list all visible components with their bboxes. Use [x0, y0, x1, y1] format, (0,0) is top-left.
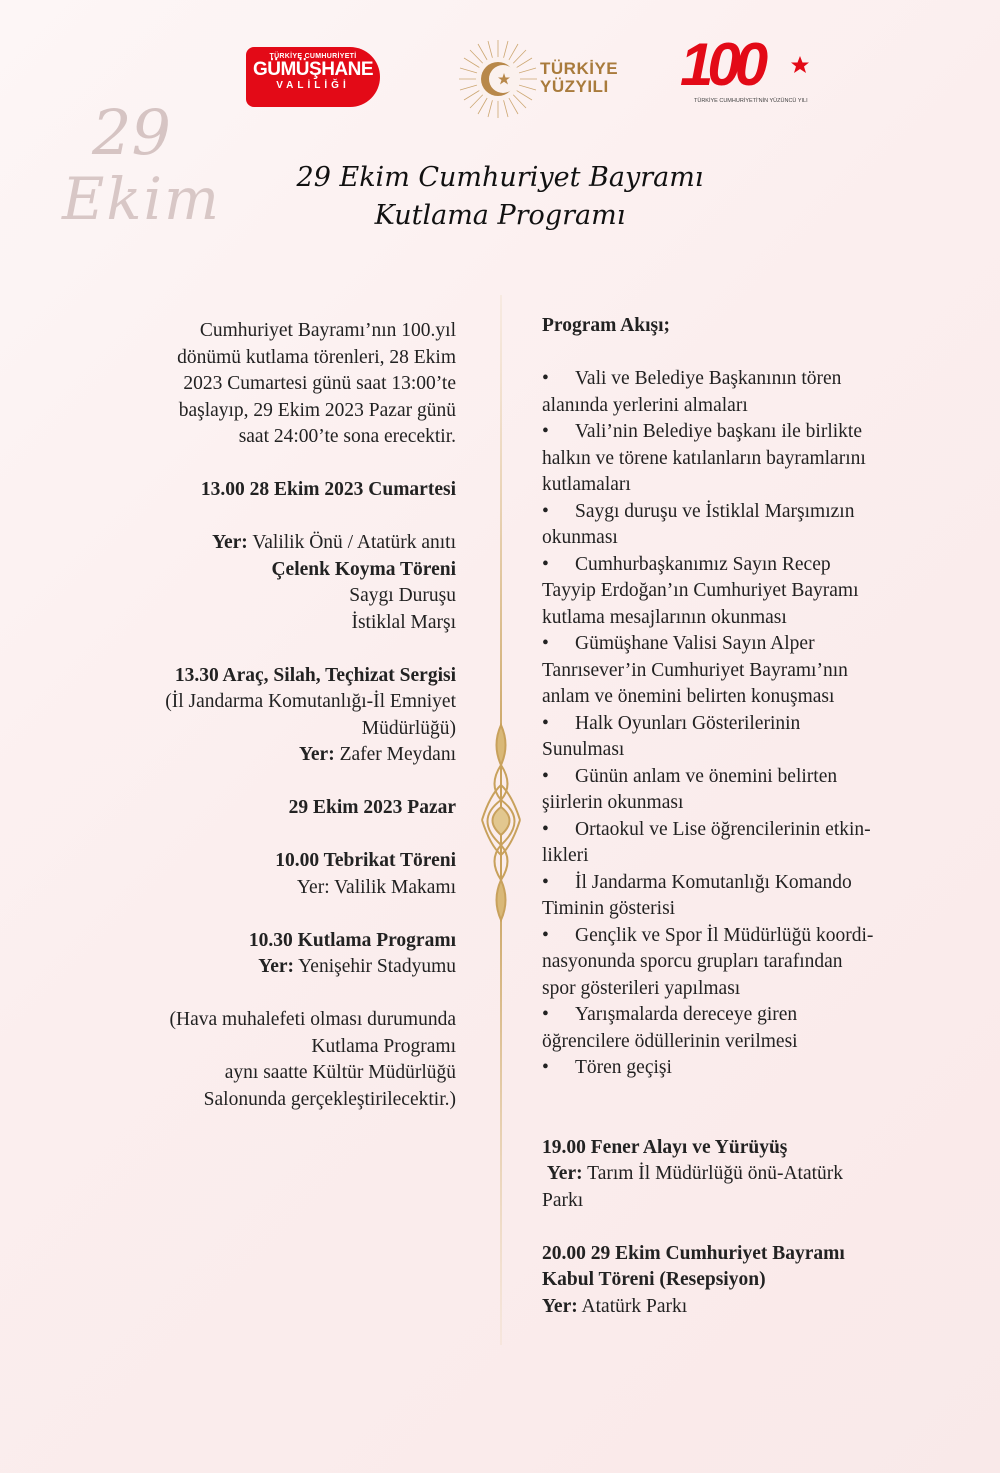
place-value: Parkı	[542, 1189, 584, 1211]
exhibit-place	[90, 742, 456, 769]
watermark-day: 29	[92, 96, 171, 169]
day1-header: 13.00 28 Ekim 2023 Cumartesi	[200, 479, 456, 500]
logo-text: TÜRKİYE	[540, 59, 619, 78]
centennial-subtitle: TÜRKİYE CUMHURİYETİ'NİN YÜZÜNCÜ YILI	[694, 98, 808, 104]
celebration-place	[90, 954, 456, 981]
turkiye-yuzyili-logo	[456, 38, 636, 120]
bullet: •	[542, 1004, 549, 1025]
intro-line: saat 24:00’te sona erecektir.	[238, 426, 456, 447]
wreath-ceremony: Çelenk Koyma Töreni	[271, 558, 456, 580]
weather-note: Kutlama Programı	[311, 1035, 456, 1057]
list-item: • Vali ve Belediye Başkanının tören alanında yerlerini almaları	[542, 368, 842, 416]
centennial-number: 100	[680, 31, 763, 98]
page-subtitle: Kutlama Programı	[374, 200, 626, 231]
greeting-place: Yer: Valilik Makamı	[296, 876, 456, 898]
logo-text: YÜZYILI	[540, 77, 609, 96]
torch-parade-place	[542, 1161, 952, 1188]
place-value: Atatürk Parkı	[581, 1295, 688, 1317]
place-value: Zafer Meydanı	[339, 744, 456, 765]
centennial-logo	[680, 31, 820, 108]
celebration-header: 10.30 Kutlama Programı	[248, 929, 456, 951]
weather-note: Salonunda gerçekleştirilecektir.)	[203, 1088, 456, 1110]
place-label: Yer:	[298, 744, 335, 765]
left-column	[90, 318, 456, 1113]
list-item: • Tören geçişi	[542, 1055, 952, 1082]
bullet: •	[542, 368, 549, 389]
page-title: 29 Ekim Cumhuriyet Bayramı	[296, 162, 704, 193]
moment-of-silence: Saygı Duruşu	[349, 585, 456, 606]
place-label: Yer:	[542, 1295, 578, 1317]
sunburst-crescent-icon	[456, 38, 540, 120]
national-anthem: İstiklal Marşı	[351, 611, 456, 633]
bullet: •	[542, 553, 549, 575]
bullet: •	[542, 633, 549, 654]
reception-header: 20.00 29 Ekim Cumhuriyet Bayramı	[542, 1242, 845, 1264]
place-value: Yenişehir Stadyumu	[298, 956, 456, 977]
reception-header: Kabul Töreni (Resepsiyon)	[542, 1269, 766, 1290]
bullet: •	[542, 1057, 549, 1078]
star-crescent-icon	[776, 44, 816, 84]
bullet: •	[542, 871, 549, 893]
list-item: • Gençlik ve Spor İl Müdürlüğü koordi- nasyonunda sporcu grupları tarafından spor gösterileri yapılması	[542, 924, 874, 999]
bullet: •	[542, 712, 549, 734]
exhibit-header: 13.30 Araç, Silah, Teçhizat Sergisi	[174, 664, 456, 686]
bullet: •	[542, 500, 549, 522]
list-item: • Vali’nin Belediye başkanı ile birlikte halkın ve törene katılanların bayramlarını kutlamaları	[542, 421, 866, 495]
logo-text: GÜMÜŞHANE	[252, 59, 374, 80]
day1-place	[90, 530, 456, 557]
intro-line: 2023 Cumartesi günü saat 13:00’te	[183, 373, 456, 394]
watermark-month: Ekim	[62, 165, 222, 233]
intro-line: Cumhuriyet Bayramı’nın 100.yıl	[199, 320, 456, 341]
bullet: •	[542, 421, 549, 442]
place-label: Yer:	[546, 1163, 583, 1184]
bullet: •	[542, 765, 549, 787]
place-value: Valilik Önü / Atatürk anıtı	[252, 532, 456, 553]
list-item: • Cumhurbaşkanımız Sayın Recep Tayyip Erdoğan’ın Cumhuriyet Bayramı kutlama mesajlarının okunması	[542, 553, 859, 628]
place-label: Yer:	[258, 956, 295, 977]
bullet: •	[542, 924, 549, 946]
day2-header: 29 Ekim 2023 Pazar	[288, 797, 456, 818]
place-label: Yer:	[212, 532, 248, 553]
list-item: • Ortaokul ve Lise öğrencilerinin etkin- likleri	[542, 818, 871, 866]
list-item: • Halk Oyunları Gösterilerinin Sunulması	[542, 712, 801, 760]
bullet: •	[542, 818, 549, 840]
list-item: • Yarışmalarda dereceye giren öğrencilere ödüllerinin verilmesi	[542, 1004, 798, 1052]
list-item: • İl Jandarma Komutanlığı Komando Timinin gösterisi	[542, 871, 852, 919]
right-column	[542, 313, 952, 1320]
torch-parade-header: 19.00 Fener Alayı ve Yürüyüş	[542, 1136, 788, 1158]
exhibit-org: Müdürlüğü)	[361, 717, 456, 739]
gumushane-valiligi-logo	[246, 47, 380, 107]
intro-line: dönümü kutlama törenleri, 28 Ekim	[177, 346, 456, 368]
list-item: • Gümüşhane Valisi Sayın Alper Tanrısever’in Cumhuriyet Bayramı’nın anlam ve önemini belirten konuşması	[542, 633, 848, 707]
exhibit-org: (İl Jandarma Komutanlığı-İl Emniyet	[165, 691, 456, 712]
intro-line: başlayıp, 29 Ekim 2023 Pazar günü	[178, 399, 456, 421]
list-item: • Günün anlam ve önemini belirten şiirlerin okunması	[542, 765, 838, 813]
reception-place	[542, 1294, 952, 1321]
place-value: Tarım İl Müdürlüğü önü-Atatürk	[587, 1163, 844, 1184]
greeting-ceremony-header: 10.00 Tebrikat Töreni	[275, 850, 456, 871]
program-flow-header: Program Akışı;	[542, 315, 671, 336]
logo-text: VALİLİĞİ	[276, 80, 350, 91]
weather-note: aynı saatte Kültür Müdürlüğü	[224, 1062, 456, 1083]
ornamental-divider	[470, 295, 532, 1345]
list-item: • Saygı duruşu ve İstiklal Marşımızın okunması	[542, 500, 855, 548]
logo-text: TÜRKİYE CUMHURİYETİ	[269, 53, 357, 60]
program-flow-list	[542, 366, 952, 1082]
weather-note: (Hava muhalefeti olması durumunda	[169, 1009, 456, 1030]
turkiye-yuzyili-text	[540, 60, 618, 96]
